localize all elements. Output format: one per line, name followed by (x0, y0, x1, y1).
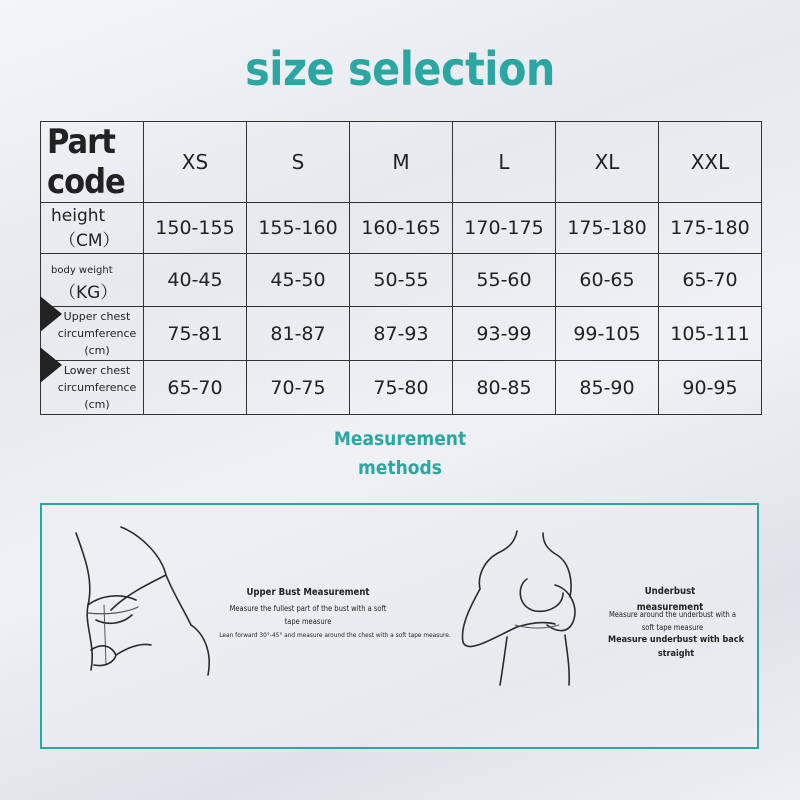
underbust-line: Measure underbust with back straight (608, 635, 744, 659)
size-header: M (350, 122, 453, 203)
table-cell: 60-65 (556, 254, 659, 307)
row-marker-arrow-icon (40, 347, 62, 383)
table-cell: 85-90 (556, 361, 659, 415)
page-title: size selection (245, 42, 555, 96)
row-label-text: Upper chest circumference (57, 310, 137, 340)
table-cell: 99-105 (556, 307, 659, 361)
table-cell: 170-175 (453, 203, 556, 254)
underbust-title: measurement (636, 602, 704, 613)
measurement-heading-line: Measurement (333, 428, 467, 450)
row-marker-arrow-icon (40, 296, 62, 332)
row-label-text: height (51, 205, 106, 226)
row-label-unit: (cm) (84, 398, 110, 411)
upper-bust-title: Upper Bust Measurement (246, 587, 370, 598)
table-cell: 50-55 (350, 254, 453, 307)
table-cell: 175-180 (556, 203, 659, 254)
measurement-heading-line: methods (358, 457, 442, 479)
table-row (41, 203, 762, 254)
size-header: L (453, 122, 556, 203)
upper-bust-line: tape measure (284, 617, 332, 626)
table-cell: 70-75 (247, 361, 350, 415)
size-header: XL (556, 122, 659, 203)
size-header: XXL (659, 122, 762, 203)
size-header: XS (144, 122, 247, 203)
table-cell: 65-70 (659, 254, 762, 307)
table-cell: 40-45 (144, 254, 247, 307)
row-label-unit: （KG） (59, 282, 118, 303)
table-cell: 90-95 (659, 361, 762, 415)
measurement-heading (300, 425, 500, 483)
table-cell: 105-111 (659, 307, 762, 361)
table-cell: 150-155 (144, 203, 247, 254)
upper-bust-line: Lean forward 30°-45° and measure around the chest with a soft tape measure. (219, 631, 451, 639)
table-cell: 75-81 (144, 307, 247, 361)
table-cell: 65-70 (144, 361, 247, 415)
row-label-text: body weight (51, 264, 113, 276)
upper-bust-illustration-icon (66, 525, 216, 685)
table-cell: 155-160 (247, 203, 350, 254)
row-label-unit: （CM） (59, 230, 120, 251)
table-cell: 45-50 (247, 254, 350, 307)
table-cell: 75-80 (350, 361, 453, 415)
underbust-line: soft tape measure (641, 623, 704, 632)
underbust-title: Underbust (644, 586, 696, 597)
row-label (41, 203, 144, 254)
underbust-illustration-icon (455, 527, 595, 687)
table-cell: 80-85 (453, 361, 556, 415)
table-cell: 87-93 (350, 307, 453, 361)
table-cell: 55-60 (453, 254, 556, 307)
table-row (41, 254, 762, 307)
table-cell: 93-99 (453, 307, 556, 361)
upper-bust-line: Measure the fullest part of the bust with a soft (229, 604, 387, 613)
table-cell: 81-87 (247, 307, 350, 361)
table-row (41, 307, 762, 361)
size-header: S (247, 122, 350, 203)
row-label-text: Lower chest circumference (57, 364, 137, 394)
table-header-row (41, 122, 762, 203)
table-cell: 175-180 (659, 203, 762, 254)
row-label-unit: (cm) (84, 344, 110, 357)
table-row (41, 361, 762, 415)
corner-label: Part code (41, 122, 144, 203)
size-table (40, 121, 762, 415)
underbust-line: Measure around the underbust with a (608, 610, 737, 619)
table-cell: 160-165 (350, 203, 453, 254)
